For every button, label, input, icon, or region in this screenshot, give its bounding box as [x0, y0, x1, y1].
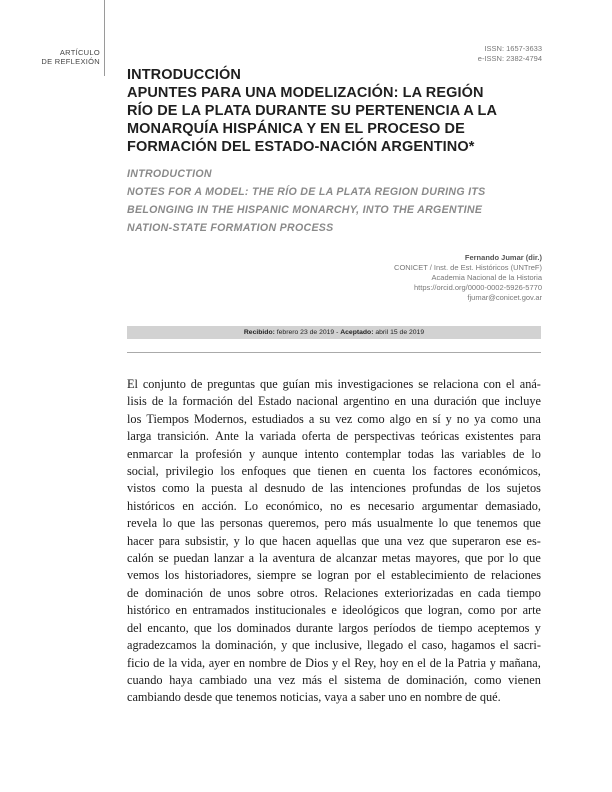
article-title-english — [127, 165, 557, 237]
body-line: históricos en acción. Lo económico, no es necesario argumentar demasiado, — [127, 498, 541, 513]
author-orcid-link[interactable]: https://orcid.org/0000-0002-5926-5770 — [413, 283, 542, 292]
body-line: cambiando desde que tenemos noticias, vaya a saber uno en nombre de qué. — [127, 690, 501, 705]
body-line: hacer para subsistir, y lo que hacen aquellas que una vez que superaron ese es- — [127, 533, 541, 548]
body-line: cuando haya cambiado una vez más el sistema de dominación, como vienen — [127, 672, 541, 687]
article-title — [127, 66, 557, 156]
issn-block — [478, 44, 542, 63]
author-name: Fernando Jumar (dir.) — [464, 253, 542, 262]
body-line: ficio de la vida, ayer en nombre de Dios y el Rey, hoy en el de la Patria y mañana, — [127, 655, 541, 670]
received-date: febrero 23 de 2019 - — [274, 329, 341, 336]
issn-electronic: e-ISSN: 2382-4794 — [477, 53, 542, 63]
accepted-date: abril 15 de 2019 — [373, 329, 425, 336]
body-line: de dominación de unos sobre otros. Relaciones exteriorizadas en cada tiempo — [127, 585, 541, 600]
divider — [127, 352, 541, 353]
section-label — [8, 48, 100, 66]
section-label-line: DE REFLEXIÓN — [41, 57, 100, 66]
body-line: enmarcar la profesión y aunque intento contemplar todas las variables de lo — [127, 446, 541, 461]
subtitle-line: INTRODUCTION — [127, 168, 212, 180]
author-institution: Academia Nacional de la Historia — [431, 273, 542, 282]
received-label: Recibido: — [243, 329, 275, 336]
body-line: calón se puedan lanzar a la aventura de alcanzar metas mayores, que por lo que — [127, 551, 541, 566]
title-line: FORMACIÓN DEL ESTADO-NACIÓN ARGENTINO* — [127, 139, 475, 155]
body-line: del encanto, que los dominados durante largos períodos de tiempo aceptemos y — [127, 620, 541, 635]
body-line: revela lo que las personas queremos, pero más usualmente lo que tenemos que — [127, 516, 541, 531]
body-line: social, privilegio los enfoques que tienen en cuenta los factores económicos, — [127, 464, 541, 479]
title-line: MONARQUÍA HISPÁNICA Y EN EL PROCESO DE — [127, 121, 465, 137]
author-email-link[interactable]: fjumar@conicet.gov.ar — [467, 293, 542, 302]
body-line: El conjunto de preguntas que guían mis investigaciones se relaciona con el aná- — [127, 377, 541, 391]
body-line: vemos los historiadores, siempre se logran por el establecimiento de relaciones — [127, 568, 541, 583]
dates-bar — [127, 326, 541, 339]
body-paragraph — [127, 376, 541, 707]
body-line: los Tiempos Modernos, estudiados a su vez como algo en sí y no ya como una — [127, 411, 541, 426]
title-line: RÍO DE LA PLATA DURANTE SU PERTENENCIA A LA — [127, 103, 498, 119]
section-label-line: ARTÍCULO — [59, 48, 100, 57]
title-line: INTRODUCCIÓN — [127, 67, 241, 83]
body-line: larga transición. Ante la variada oferta de perspectivas teóricas existentes para — [127, 429, 541, 444]
accepted-label: Aceptado: — [340, 329, 374, 336]
issn-print: ISSN: 1657-3633 — [484, 44, 542, 53]
body-line: lisis de la formación del Estado nacional argentino en una duración que incluye — [127, 394, 541, 409]
author-block — [394, 253, 542, 303]
margin-rule — [104, 0, 105, 76]
body-line: histórico en entramados institucionales e ideológicos que logran, como por arte — [127, 603, 541, 618]
author-affiliation: CONICET / Inst. de Est. Históricos (UNTreF) — [394, 263, 542, 272]
title-line: APUNTES PARA UNA MODELIZACIÓN: LA REGIÓN — [127, 85, 484, 101]
body-line: vistos como la puesta al desnudo de las intenciones profundas de los sujetos — [127, 481, 541, 496]
subtitle-line: BELONGING IN THE HISPANIC MONARCHY, INTO THE ARGENTINE — [127, 204, 483, 216]
body-line: agradezcamos la dominación, y que inclusive, llegado el caso, hagamos el sacri- — [127, 638, 541, 653]
subtitle-line: NOTES FOR A MODEL: THE RÍO DE LA PLATA REGION DURING ITS — [127, 186, 486, 198]
subtitle-line: NATION-STATE FORMATION PROCESS — [127, 222, 334, 234]
